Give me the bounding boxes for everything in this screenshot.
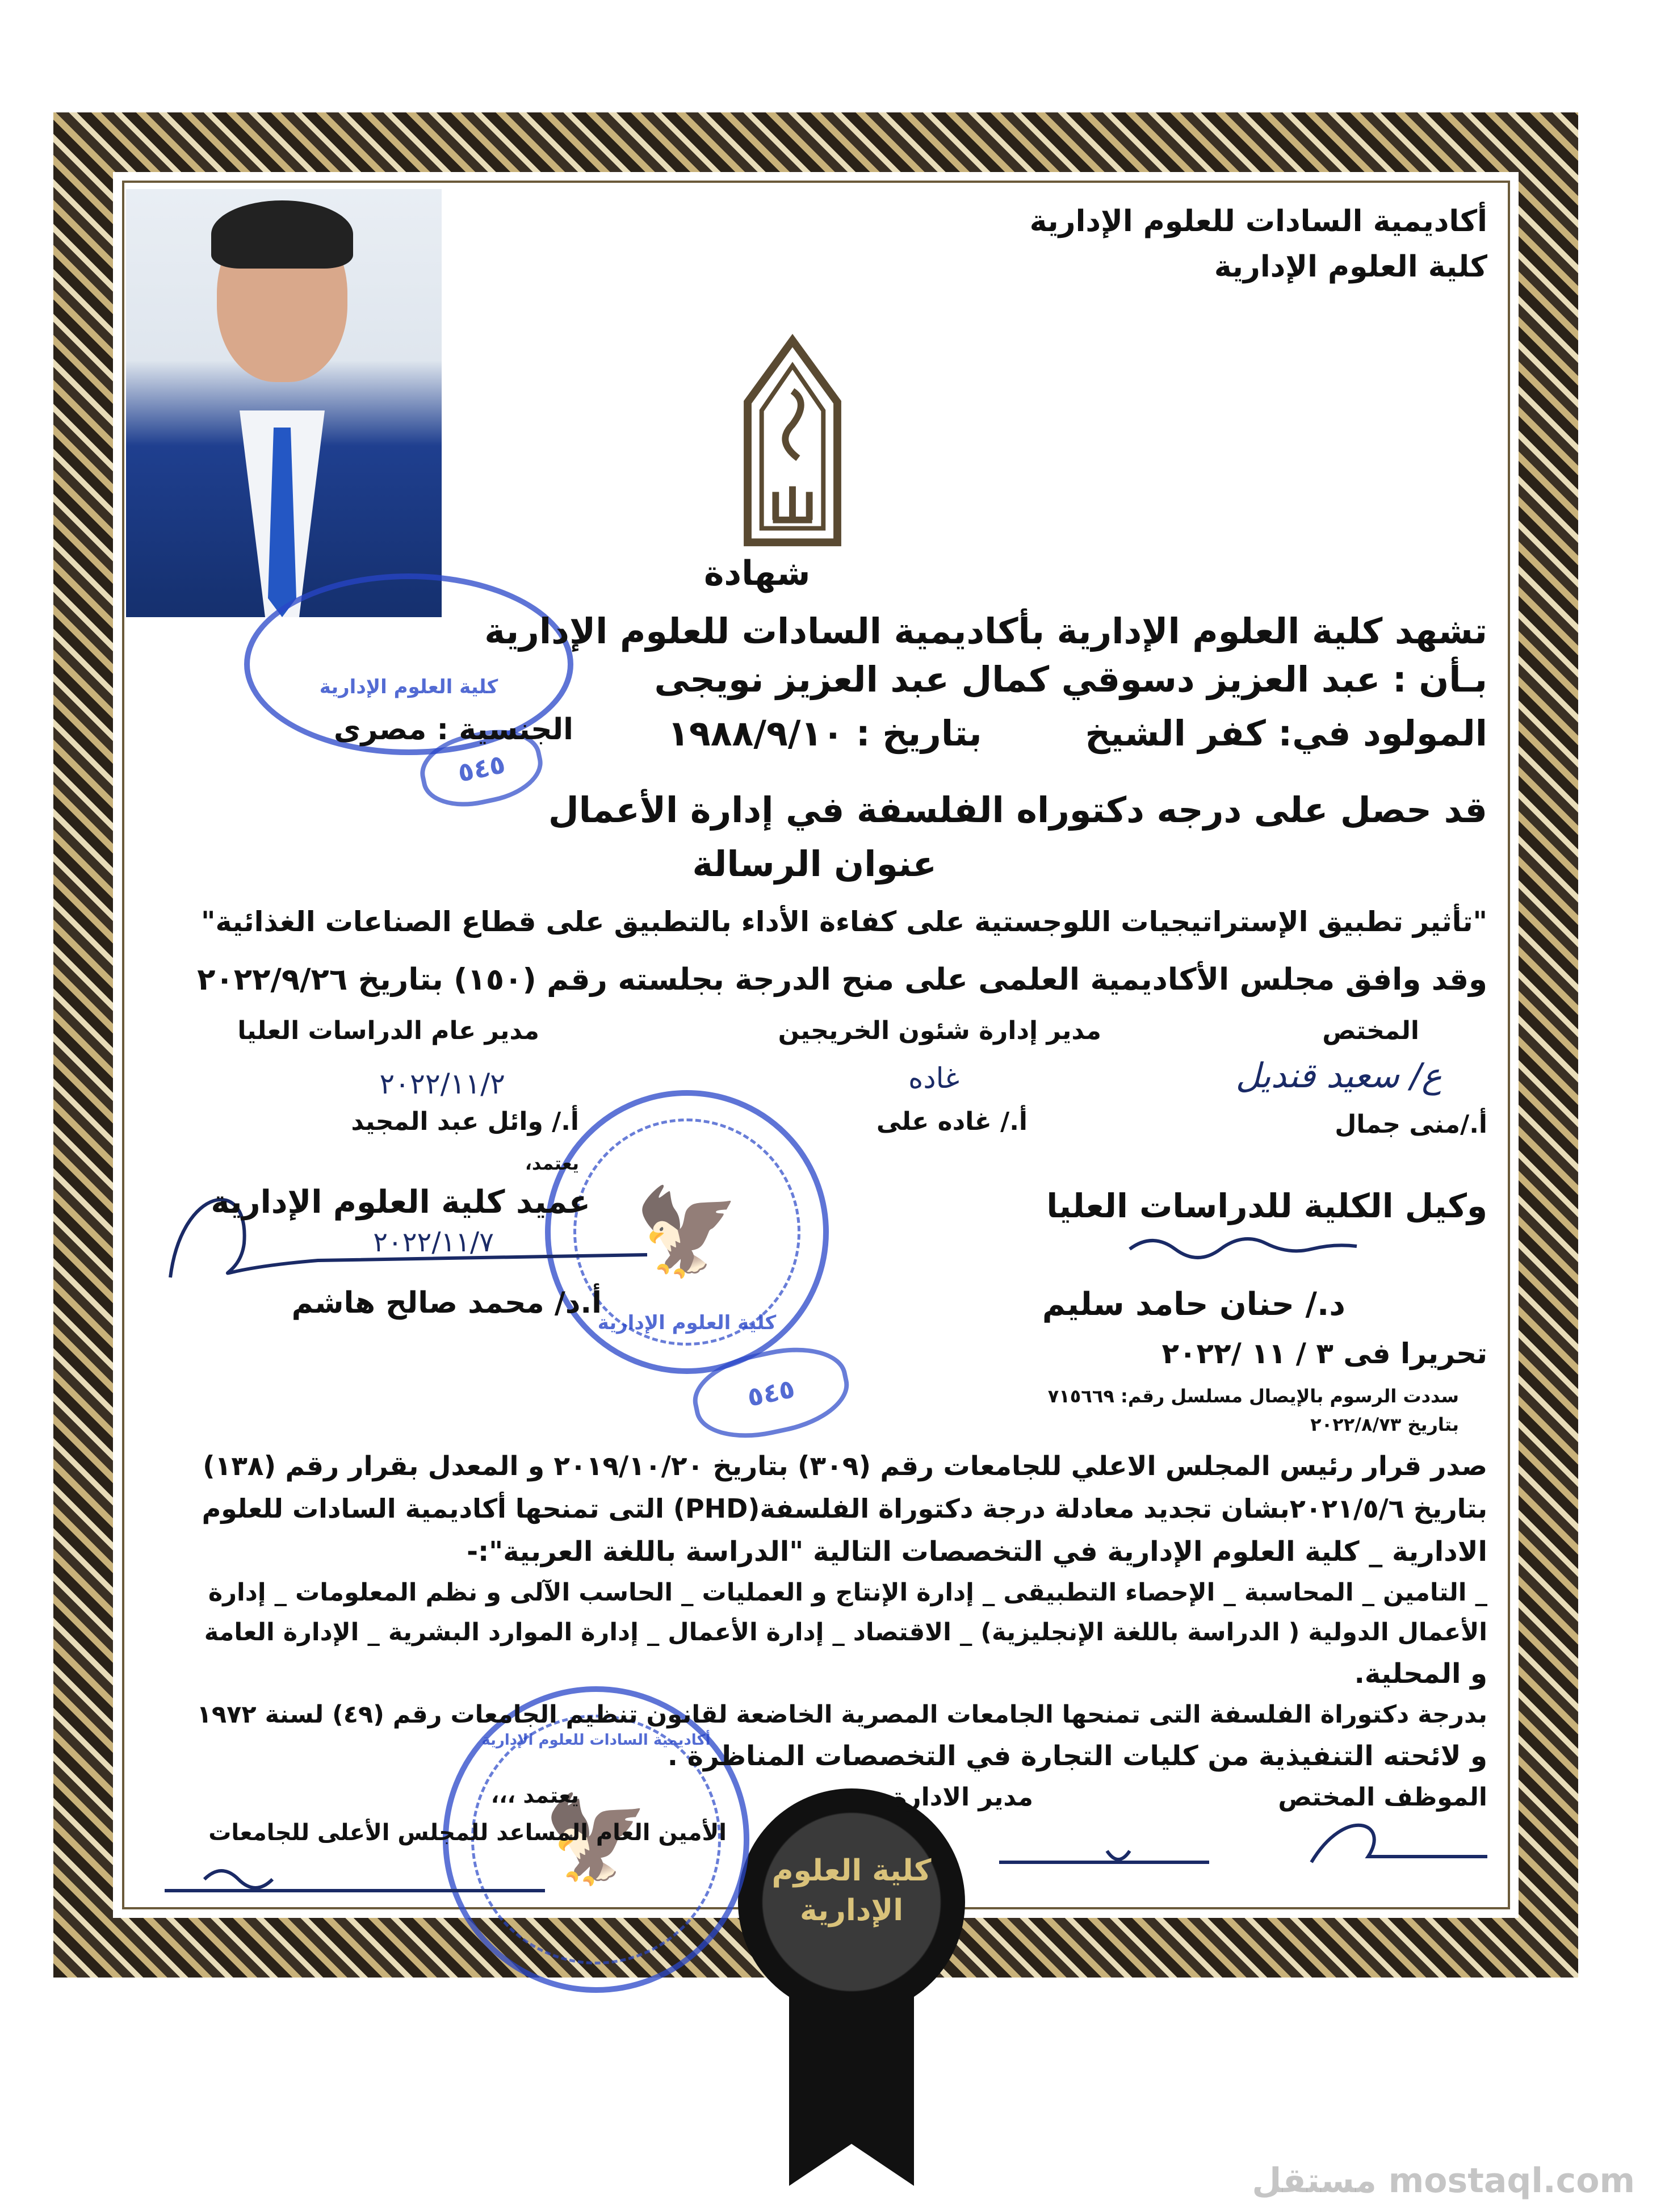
certificate-title: شهادة [704, 554, 811, 593]
approval-line: وقد وافق مجلس الأكاديمية العلمى على منح الدرجة بجلسته رقم (١٥٠) بتاريخ ٢٠٢٢/٩/٢٦ [197, 962, 1487, 997]
clerk-name: أ./منى جمال [1335, 1110, 1487, 1139]
issue-date: تحريرا فى ٣ / ١١ /٢٠٢٢ [1161, 1337, 1487, 1370]
dean-title: عميد كلية العلوم الإدارية [211, 1184, 590, 1221]
clerk-signature: ع/ سعيد قنديل [1235, 1056, 1442, 1096]
watermark: مستقل mostaql.com [1252, 2161, 1635, 2201]
birth-line [668, 713, 1487, 754]
oval-stamp-2: ٥٤٥ [686, 1336, 856, 1449]
approved-label: يعتمد، [525, 1153, 579, 1174]
grad-affairs-signature: غاده [908, 1062, 959, 1095]
grad-affairs-title: مدير إدارة شئون الخريجين [778, 1016, 1101, 1045]
name-line [654, 659, 1487, 700]
born-place: كفر الشيخ [1085, 713, 1266, 754]
dean-signature-date: ٢٠٢٢/١١/٧ [373, 1226, 494, 1258]
nationality: الجنسية : مصرى [333, 713, 573, 747]
graduate-studies-name: أ./ وائل عبد المجيد [351, 1107, 579, 1136]
vice-dean-signature [1124, 1221, 1408, 1266]
name-label: بـأن : [1392, 659, 1487, 700]
oval-stamp: ٥٤٥ [414, 720, 548, 816]
receipt-line-2: بتاريخ ٢٠٢٢/٨/٧٣ [1310, 1414, 1459, 1435]
header-academy: أكاديمية السادات للعلوم الإدارية [1029, 204, 1487, 238]
header-faculty: كلية العلوم الإدارية [1214, 250, 1487, 284]
equivalence-line: و لائحته التنفيذية من كليات التجارة في التخصصات المناظرة . [667, 1740, 1487, 1772]
graduate-studies-signature-date: ٢٠٢٢/١١/٢ [379, 1067, 505, 1100]
faculty-stamp-center: 🦅 كلية العلوم الإدارية [545, 1090, 829, 1374]
eagle-emblem-icon: 🦅 [543, 1790, 649, 1889]
faculty-stamp-top: كلية العلوم الإدارية [244, 573, 573, 755]
certifies-line: تشهد كلية العلوم الإدارية بأكاديمية السادات للعلوم الإدارية [484, 610, 1487, 652]
footer-approved: يعتمد ،،، [490, 1783, 579, 1808]
sg-signature [159, 1857, 556, 1902]
equivalence-line: صدر قرار رئيس المجلس الاعلي للجامعات رقم (٣٠٩) بتاريخ ٢٠١٩/١٠/٢٠ و المعدل بقرار رقم (١٣٨) [203, 1451, 1487, 1482]
eagle-emblem-icon: 🦅 [634, 1183, 740, 1281]
born-date-label: بتاريخ : [856, 713, 982, 754]
vice-dean-title: وكيل الكلية للدراسات العليا [1046, 1187, 1487, 1225]
clerk-title: المختص [1322, 1016, 1419, 1045]
equivalence-line: الادارية _ كلية العلوم الإدارية في التخصصات التالية "الدراسة باللغة العربية":- [467, 1536, 1487, 1568]
receipt-line-1: سددت الرسوم بالإيصال مسلسل رقم: ٧١٥٦٦٩ [1047, 1385, 1459, 1407]
personal-photo [126, 189, 442, 617]
graduate-studies-title: مدير عام الدراسات العليا [237, 1016, 539, 1045]
employee-signature [1300, 1811, 1499, 1879]
dean-name: أ.د/ محمد صالح هاشم [291, 1286, 602, 1320]
born-label: المولود في: [1278, 713, 1487, 754]
vice-dean-name: د./ حنان حامد سليم [1042, 1286, 1345, 1323]
born-date: ١٩٨٨/٩/١٠ [668, 713, 844, 754]
embossed-ribbon-seal: كلية العلوم الإدارية [738, 1788, 965, 2186]
secretary-general-title: الأمين العام المساعد للمجلس الأعلى للجامعات [208, 1820, 727, 1846]
employee-title: الموظف المختص [1278, 1783, 1487, 1812]
equivalence-line: _ التامين _ المحاسبة _ الإحصاء التطبيقى _ إدارة الإنتاج و العمليات _ الحاسب الآلى و نظم المعلومات _ إدارة [208, 1578, 1487, 1607]
degree-line: قد حصل على درجه دكتوراه الفلسفة في إدارة الأعمال [548, 789, 1487, 831]
thesis-title: "تأثير تطبيق الإستراتيجيات اللوجستية على كفاءة الأداء بالتطبيق على قطاع الصناعات الغذائية" [201, 906, 1487, 938]
equivalence-line: بدرجة دكتوراة الفلسفة التى تمنحها الجامعات المصرية الخاضعة لقانون تنظيم الجامعات رقم (٤٩) لسنة ١٩٧٢ [196, 1700, 1487, 1729]
holder-name: عبد العزيز دسوقي كمال عبد العزيز نويجى [654, 659, 1381, 700]
admin-manager-title: مدير الادارة [892, 1783, 1033, 1812]
manager-signature [993, 1834, 1221, 1879]
equivalence-line: الأعمال الدولية ( الدراسة باللغة الإنجليزية) _ الاقتصاد _ إدارة الأعمال _ إدارة الموارد البشرية _ الإدارة العامة [204, 1618, 1487, 1647]
grad-affairs-name: أ./ غاده على [876, 1107, 1028, 1136]
supreme-council-stamp: 🦅 أكاديمية السادات للعلوم الإدارية [443, 1686, 749, 1993]
equivalence-line: و المحلية. [1354, 1658, 1487, 1690]
academy-logo [736, 329, 849, 554]
thesis-label: عنوان الرسالة [692, 843, 937, 885]
equivalence-line: بتاريخ ٢٠٢١/٥/٦بشان تجديد معادلة درجة دكتوراة الفلسفة(PHD) التى تمنحها أكاديمية السادات للعلوم [202, 1493, 1487, 1524]
